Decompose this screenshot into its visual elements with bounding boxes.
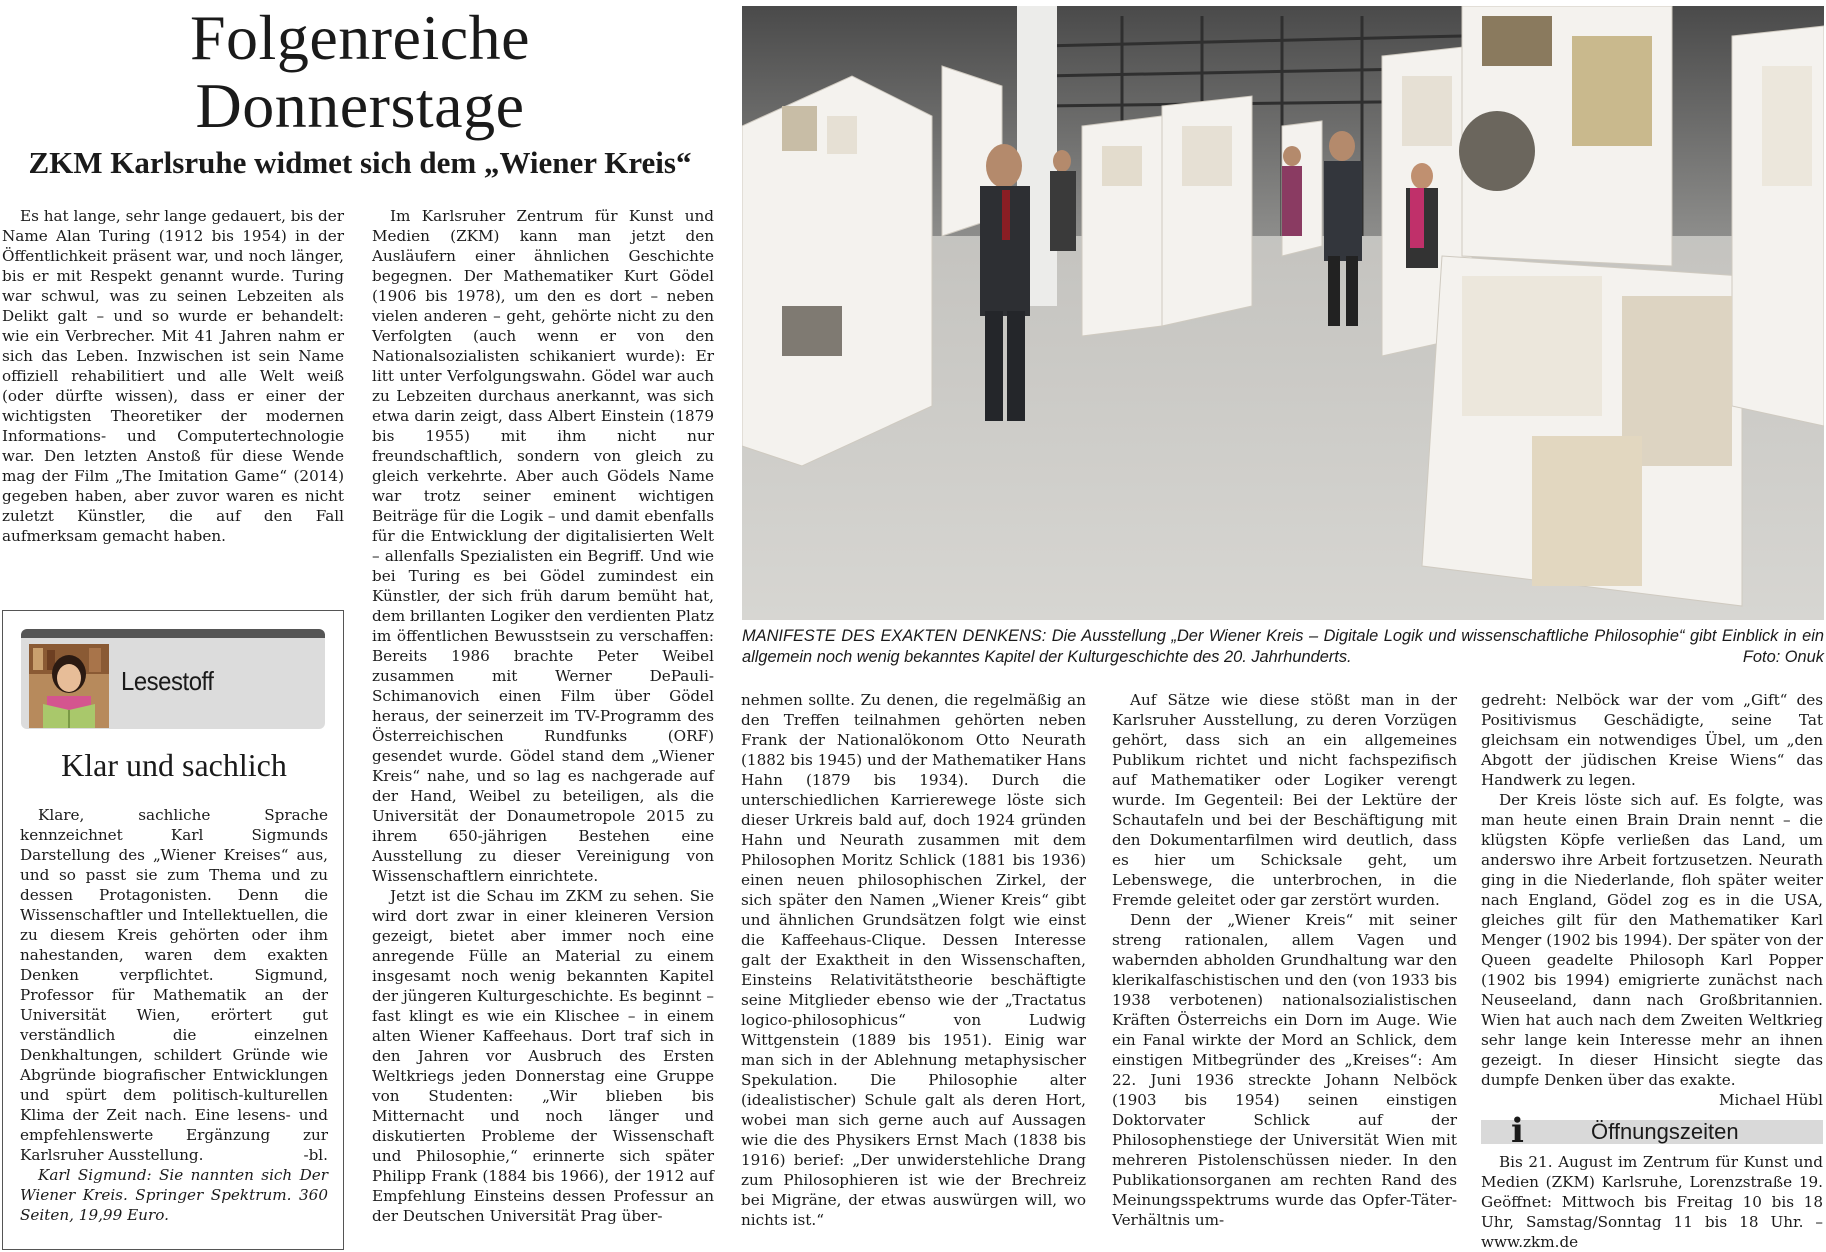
info-icon: i xyxy=(1511,1111,1524,1151)
book-review-box xyxy=(2,610,344,1250)
paragraph: Auf Sätze wie diese stößt man in der Karlsruher Ausstellung, zu deren Vorzügen gehört, dass sich an ein allgemeines Publikum richtet und nicht fachspezifisch auf Mathematiker oder Logiker verengt wurde. Im Gegenteil: Bei der Lektüre der Schautafeln und bei der Beschäftigung mit den Dokumentarfilmen wird deutlich, dass es hier um Schicksale geht, um Lebenswege, die unterbrochen, in die Fremde geleitet oder gar zerstört wurden. xyxy=(1112,691,1457,909)
review-tag xyxy=(21,629,325,729)
article-column-2 xyxy=(372,206,714,1226)
article-column-1 xyxy=(2,206,344,546)
subheadline: ZKM Karlsruhe widmet sich dem „Wiener Kreis“ xyxy=(28,145,692,180)
photo-credit: Foto: Onuk xyxy=(1742,648,1824,666)
paragraph: Jetzt ist die Schau im ZKM zu sehen. Sie wird dort zwar in einer kleineren Version gezeigt, bietet aber immer noch eine anregende Fülle an Material zu einem insgesamt noch wenig bekannten Kapitel der jüngeren Kulturgeschichte. Es beginnt – fast klingt es wie ein Klischee – in einem alten Wiener Kaffeehaus. Dort traf sich in den Jahren vor Ausbruch des Ersten Weltkriegs jeden Donnerstag eine Gruppe von Studenten: „Wir blieben bis Mitternacht und noch länger und diskutierten Probleme der Wissenschaft und Philosophie,“ erinnerte sich später Philipp Frank (1884 bis 1966), der 1912 auf Empfehlung Einsteins dessen Professur an der Deutschen Universität Prag über- xyxy=(372,887,714,1225)
article-column-3 xyxy=(741,690,1086,1230)
headline-line-2: Donnerstage xyxy=(195,70,525,141)
paragraph xyxy=(1481,790,1823,1109)
article-author: Michael Hübl xyxy=(1718,1091,1823,1109)
photo-caption xyxy=(742,626,1824,668)
paragraph: Im Karlsruher Zentrum für Kunst und Medien (ZKM) kann man jetzt den Ausläufern einer ähnlichen Geschichte begegnen. Der Mathematiker Kurt Gödel (1906 bis 1978), um den es dort – neben vielen anderen – geht, gehörte nicht zu den Verfolgten (auch wenn er von den Nationalsozialisten schikaniert wurde): Er litt unter Verfolgungswahn. Gödel war auch zu Lebzeiten durchaus anerkannt, was sich etwa darin zeigt, dass Albert Einstein (1879 bis 1955) mit ihm nicht nur freundschaftlich, sondern von gleich zu gleich verkehrte. Aber auch Gödels Name war trotz seiner eminent wichtigen Beiträge für die Logik – und damit ebenfalls für die Entwicklung der digitalisierten Welt – allenfalls Spezialisten ein Begriff. Und wie bei Turing es bei Gödel zumindest ein Künstler, der sich früh darum bemüht hat, dem brillanten Logiker den verdienten Platz im öffentlichen Bewusstsein zu verschaffen: Bereits 1986 brachte Peter Weibel zusammen mit Werner DePauli-Schimanovich einen Film über Gödel heraus, der seinerzeit im TV-Programm des Österreichischen Rundfunks (ORF) gesendet wurde. Gödel stand dem „Wiener Kreis“ nahe, und so lag es nachgerade auf der Hand, Weibel zu beteiligen, als die Universität der Donaumetropole 2015 zu ihrem 650-jährigen Bestehen eine Ausstellung zu dieser Vereinigung von Wissenschaftlern einrichtete. xyxy=(372,207,714,885)
paragraph: nehmen sollte. Zu denen, die regelmäßig an den Treffen teilnahmen gehörten neben Frank der Nationalökonom Otto Neurath (1882 bis 1945) und der Mathematiker Hans Hahn (1879 bis 1934). Durch die unterschiedlichen Karrierewege löste sich dieser Urkreis bald auf, doch 1924 gründen Hahn und Neurath zusammen mit dem Philosophen Moritz Schlick (1881 bis 1936) einen neuen philosophischen Zirkel, der sich später den Namen „Wiener Kreis“ gibt und ähnlichen Grundsätzen folgt wie einst die Kaffeehaus-Clique. Dessen Interesse galt der Exaktheit in den Wissenschaften, Einsteins Relativitätstheorie beschäftigte seine Mitglieder ebenso wie der „Tractatus logico-philosophicus“ von Ludwig Wittgenstein (1889 bis 1951). Einig war man sich in der Ablehnung metaphysischer Spekulation. Die Philosophie alter (idealistischer) Schule galt als deren Hort, wobei man sich gerne auch auf Aussagen wie die des Physikers Ernst Mach (1838 bis 1916) berief: „Der unwiderstehliche Drang zum Philosophieren ist wie der Brechreiz bei Migräne, der etwas auswürgen will, wo nichts ist.“ xyxy=(741,691,1086,1229)
exhibition-photo xyxy=(742,6,1824,620)
review-title: Klar und sachlich xyxy=(61,747,287,783)
paragraph-text: Der Kreis löste sich auf. Es folgte, was man heute einen Brain Drain nennt – die klügsten Köpfe verließen das Land, um anderswo ihre Arbeit fortzusetzen. Neurath ging in die Niederlande, floh später weiter nach England, Gödel zog es in die USA, gleiches gilt für den Mathematiker Karl Menger (1902 bis 1994). Der später von der Queen geadelte Philosoph Karl Popper (1902 bis 1994) emigrierte zunächst nach Neuseeland, dann nach Großbritannien. Wien hat auch nach dem Zweiten Weltkrieg sehr lange kein Interesse mehr an ihnen gezeigt. In dieser Hinsicht siegte das dumpfe Denken über das exakte. xyxy=(1481,791,1823,1089)
review-paragraph xyxy=(20,805,328,1165)
paragraph: Denn der „Wiener Kreis“ mit seiner streng rationalen, allem Vagen und wabernden abholden Grundhaltung war den klerikalfaschistischen und den (von 1933 bis 1938 verbotenen) nationalsozialistischen Kräften Österreichs ein Dorn im Auge. Wie ein Fanal wirkte der Mord an Schlick, dem einstigen Mitbegründer des „Kreises“: Am 22. Juni 1936 streckte Johann Nelböck (1903 bis 1954) seinen einstigen Doktorvater Schlick auf der Philosophenstiege der Universität Wien mit mehreren Pistolenschüssen nieder. In den Publikationsorganen am rechten Rand des Meinungsspektrums wurde das Opfer-Täter-Verhältnis um- xyxy=(1112,911,1457,1229)
headline xyxy=(0,4,720,140)
opening-hours-text: Bis 21. August im Zentrum für Kunst und Medien (ZKM) Karlsruhe, Lorenzstraße 19. Geöffnet: Mittwoch bis Freitag 10 bis 18 Uhr, Samstag/Sonntag 11 bis 18 Uhr. – www.zkm.de xyxy=(1481,1153,1823,1251)
opening-hours-title: Öffnungszeiten xyxy=(1591,1119,1739,1144)
headline-line-1: Folgenreiche xyxy=(189,2,531,73)
paragraph: gedreht: Nelböck war der vom „Gift“ des Positivismus Geschädigte, seine Tat gleichsam ein notwendiges Übel, um „den Abgott der jüdischen Kreise Wiens“ das Handwerk zu legen. xyxy=(1481,691,1823,789)
article-column-4 xyxy=(1112,690,1457,1230)
book-details: Karl Sigmund: Sie nannten sich Der Wiener Kreis. Springer Spektrum. 360 Seiten, 19,99 Euro. xyxy=(20,1166,328,1224)
review-body xyxy=(20,805,328,1225)
reader-photo xyxy=(29,644,109,728)
caption-text: MANIFESTE DES EXAKTEN DENKENS: Die Ausstellung „Der Wiener Kreis – Digitale Logik und wissenschaftliche Philosophie“ gibt Einblick in ein allgemein noch wenig bekanntes Kapitel der Kulturgeschichte des 20. Jahrhunderts. xyxy=(742,627,1824,666)
article-column-5 xyxy=(1481,690,1823,1110)
opening-hours-header xyxy=(1481,1111,1823,1151)
review-tag-label: Lesestoff xyxy=(121,666,214,696)
review-author: -bl. xyxy=(303,1146,328,1164)
paragraph: Es hat lange, sehr lange gedauert, bis der Name Alan Turing (1912 bis 1954) in der Öffentlichkeit präsent war, und noch länger, bis er mit Respekt genannt wurde. Turing war schwul, was zu seinen Lebzeiten als Delikt galt – und so wurde er behandelt: wie ein Verbrecher. Mit 41 Jahren nahm er sich das Leben. Inzwischen ist sein Name offiziell rehabilitiert und alle Welt weiß (oder dürfte wissen), dass er einer der wichtigsten Theoretiker der modernen Informations- und Computertechnologie war. Den letzten Anstoß für diese Wende mag der Film „The Imitation Game“ (2014) gegeben haben, aber zuvor waren es nicht zuletzt Künstler, die auf den Fall aufmerksam gemacht haben. xyxy=(2,207,344,545)
opening-hours-text-block xyxy=(1481,1152,1823,1252)
review-text: Klare, sachliche Sprache kennzeichnet Karl Sigmunds Darstellung des „Wiener Kreises“ aus, und so passt sie zum Thema und zu dessen Protagonisten. Denn die Wissenschaftler und Intellektuellen, die zu diesem Kreis gehörten oder ihm nahestanden, waren dem exakten Denken verpflichtet. Sigmund, Professor für Mathematik an der Universität Wien, erörtert gut verständlich die einzelnen Denkhaltungen, schildert Gründe wie Abgründe biografischer Entwicklungen und spürt dem politisch-kulturellen Klima der Zeit nach. Eine lesens- und empfehlenswerte Ergänzung zur Karlsruher Ausstellung. xyxy=(20,806,328,1164)
